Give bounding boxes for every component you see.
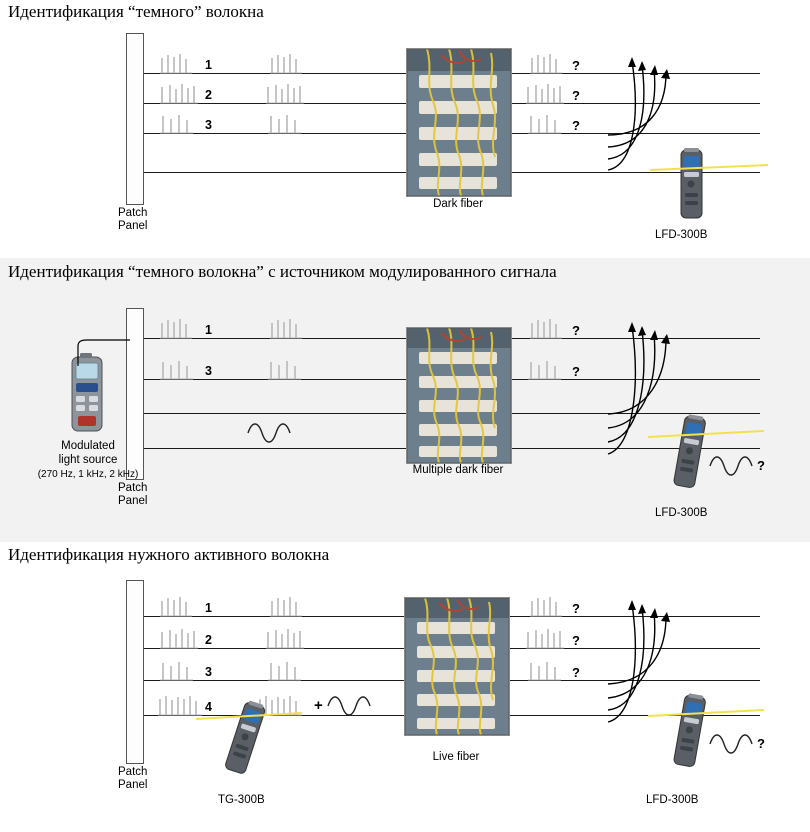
patch-panel-label-line1: Patch [118,207,148,219]
question-mark-1: ? [572,601,580,616]
question-mark-2: ? [572,633,580,648]
pulse-train-mid-3 [268,659,316,686]
laser-beam-detector [648,705,768,723]
plus-sign: + [314,697,323,714]
pulse-train-mid-2 [266,82,318,109]
patch-panel [126,580,144,764]
pulse-train-left-1 [160,317,206,344]
patch-panel-label [118,482,147,508]
fiber-number-1: 1 [205,58,212,72]
patch-panel-label [118,766,147,792]
pulse-train-right-1 [530,595,576,622]
pulse-train-mid-1 [270,595,316,622]
source-frequencies: (270 Hz, 1 kHz, 2 kHz) [37,469,139,480]
pulse-train-mid-1 [270,52,316,79]
generator-label: TG-300B [218,794,265,806]
pulse-train-left-3 [160,358,208,385]
fiber-number-4: 4 [205,700,212,714]
laser-beam [650,160,770,178]
patch-panel [126,33,144,205]
pulse-train-right-2 [526,627,578,654]
modulated-signal-wave [246,421,302,450]
question-mark-3: ? [572,118,580,133]
section-modulated-source [0,258,810,542]
source-connector [74,338,134,373]
patch-panel-label-line2: Panel [118,779,148,791]
pulse-train-right-1 [530,317,576,344]
fiber-number-3: 3 [205,118,212,132]
fiber-photo [404,597,510,736]
pulse-train-right-3 [528,358,576,385]
detector-label-2: LFD-300B [655,507,708,519]
pulse-train-right-1 [530,52,576,79]
source-label-line1: Modulated [61,440,115,452]
patch-panel-label-line1: Patch [118,482,148,494]
fiber-number-3: 3 [205,364,212,378]
section-title-live-fiber: Идентификация нужного активного волокна [8,545,330,564]
question-mark-1: ? [572,323,580,338]
pulse-train-left-1 [160,595,206,622]
laser-beam-generator [196,708,306,726]
fiber-number-1: 1 [205,601,212,615]
section-dark-fiber [0,0,810,258]
question-mark-1: ? [572,58,580,73]
pulse-train-mid-3 [268,112,316,139]
injected-signal-wave [326,694,382,723]
pulse-train-right-3 [528,112,576,139]
pulse-train-left-1 [160,52,206,79]
section-title-dark-fiber: Идентификация “темного” волокна [8,2,264,21]
fiber-number-2: 2 [205,633,212,647]
pulse-train-mid-2 [266,627,318,654]
question-mark-2: ? [572,364,580,379]
fiber-number-1: 1 [205,323,212,337]
detected-signal-wave [708,732,764,761]
fiber-photo [406,327,512,464]
pulse-train-mid-3 [268,358,316,385]
patch-panel-label-line1: Patch [118,766,148,778]
patch-panel-label-line2: Panel [118,495,148,507]
source-label-line2: light source [58,454,118,466]
section-title-modulated: Идентификация “темного волокна” с источником модулированного сигнала [8,262,557,281]
detector-label-1: LFD-300B [655,229,708,241]
pulse-train-right-3 [528,659,576,686]
laser-beam [648,426,768,444]
detected-signal-wave [708,454,764,483]
question-mark-2: ? [572,88,580,103]
pulse-train-left-3 [160,659,208,686]
detector-question-mark: ? [757,736,765,751]
photo-caption-live-fiber: Live fiber [432,751,480,763]
question-mark-3: ? [572,665,580,680]
patch-panel-label [118,207,147,233]
detector-label-3: LFD-300B [646,794,699,806]
photo-caption-multiple-dark: Multiple dark fiber [412,464,504,476]
fiber-number-3: 3 [205,665,212,679]
patch-panel-label-line2: Panel [118,220,148,232]
photo-caption-dark-fiber: Dark fiber [433,198,483,210]
pulse-train-left-3 [160,112,208,139]
detector-question-mark: ? [757,458,765,473]
fiber-photo [406,48,512,197]
fiber-number-2: 2 [205,88,212,102]
pulse-train-mid-1 [270,317,316,344]
pulse-train-right-2 [526,82,578,109]
section-live-fiber [0,542,810,832]
